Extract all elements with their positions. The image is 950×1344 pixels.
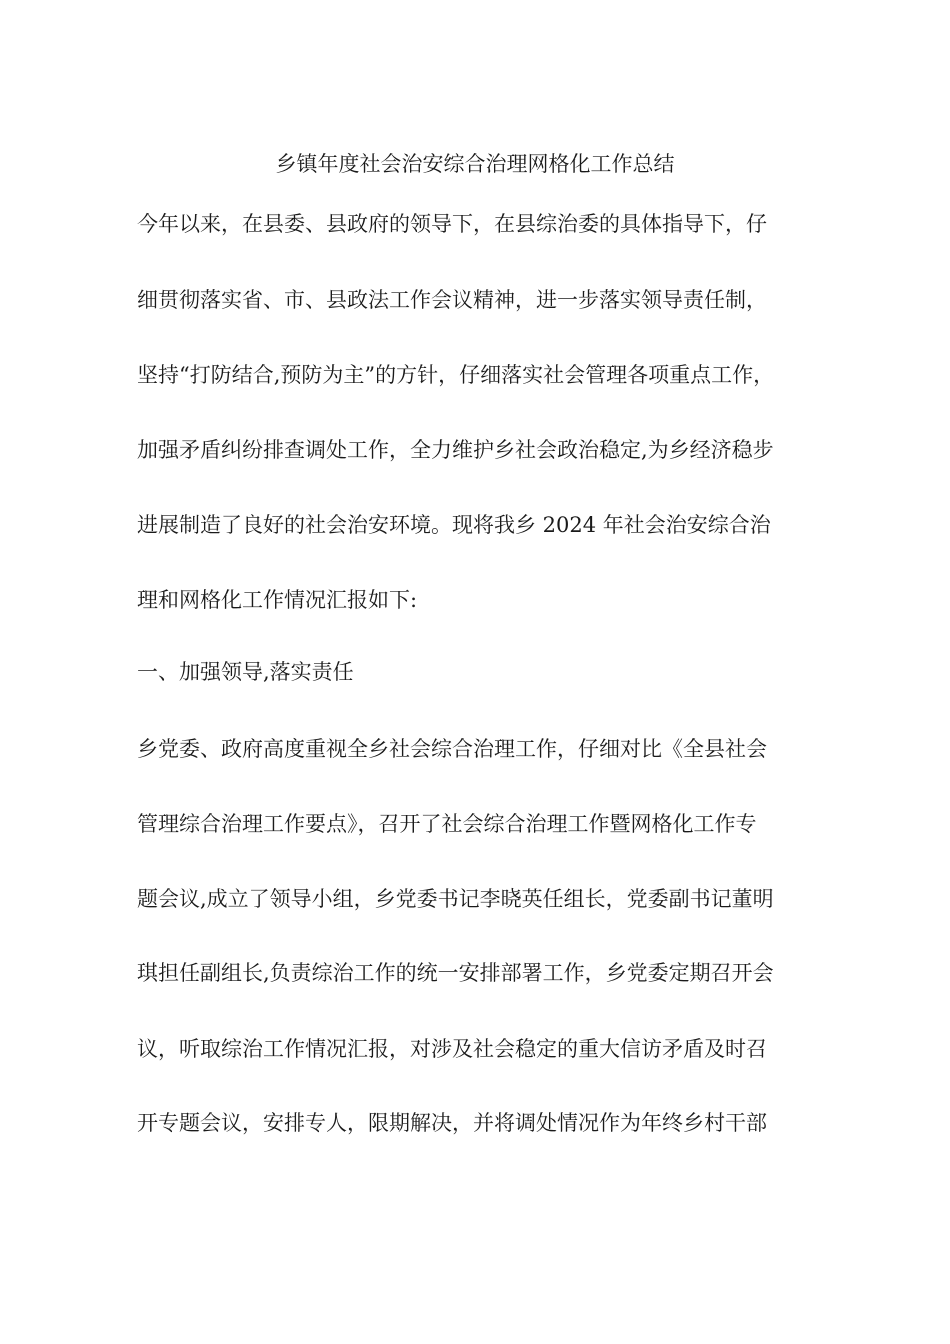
document-title: 乡镇年度社会治安综合治理网格化工作总结 [275, 152, 675, 176]
paragraph-line: 坚持“打防结合,预防为主”的方针，仔细落实社会管理各项重点工作， [137, 363, 775, 387]
section-heading: 一、加强领导,落实责任 [137, 660, 354, 684]
paragraph-line: 加强矛盾纠纷排查调处工作，全力维护乡社会政治稳定,为乡经济稳步 [137, 438, 774, 462]
paragraph-line: 今年以来，在县委、县政府的领导下，在县综治委的具体指导下，仔 [137, 212, 767, 236]
paragraph-line: 理和网格化工作情况汇报如下: [137, 588, 418, 612]
paragraph-line: 题会议,成立了领导小组，乡党委书记李晓英任组长，党委副书记董明 [137, 887, 774, 911]
paragraph-line: 管理综合治理工作要点》，召开了社会综合治理工作暨网格化工作专 [137, 812, 757, 836]
paragraph-line: 开专题会议，安排专人，限期解决，并将调处情况作为年终乡村干部 [137, 1111, 767, 1135]
paragraph-line: 议，听取综治工作情况汇报，对涉及社会稳定的重大信访矛盾及时召 [137, 1037, 767, 1061]
paragraph-line: 进展制造了良好的社会治安环境。现将我乡 2024 年社会治安综合治 [137, 513, 771, 537]
paragraph-line: 细贯彻落实省、市、县政法工作会议精神，进一步落实领导责任制， [137, 288, 767, 312]
paragraph-line: 琪担任副组长,负责综治工作的统一安排部署工作，乡党委定期召开会 [137, 961, 774, 985]
paragraph-line: 乡党委、政府高度重视全乡社会综合治理工作，仔细对比《全县社会 [137, 737, 767, 761]
